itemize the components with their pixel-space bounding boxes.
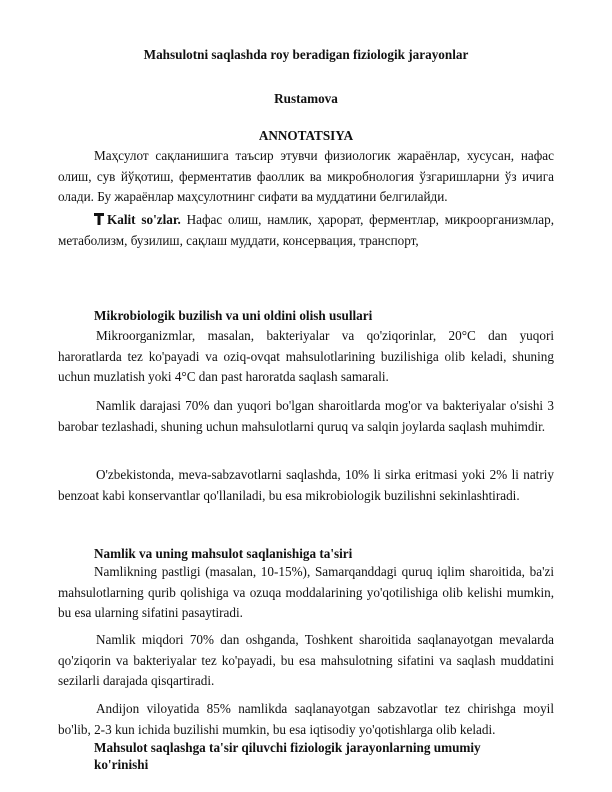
keywords-label: Kalit so'zlar. — [107, 212, 181, 227]
keywords-text: Нафас олиш, намлик, ҳарорат, ферментлар, микроорганизмлар, метаболизм, бузилиш, сақлаш муддати, консервация, транспорт, — [58, 212, 555, 248]
pin-icon — [94, 213, 104, 225]
annotation-heading: ANNOTATSIYA — [258, 128, 354, 143]
section-paragraph: Namlik darajasi 70% dan yuqori bo'lgan sharoitlarda mog'or va bakteriyalar o'sishi 3 barobar tezlashadi, shuning uchun mahsulotlarni quruq va salqin joylarda saqlash muhimdir. — [58, 398, 554, 434]
section-paragraph: Namlikning pastligi (masalan, 10-15%), Samarqanddagi quruq iqlim sharoitida, ba'zi mahsulotlarning qurib qolishiga va ozuqa moddalarining yo'qotilishiga olib kelishi mumkin, bu esa ularning sifatini pasaytiradi. — [58, 564, 554, 620]
section-heading: Mikrobiologik buzilish va uni oldini olish usullari — [94, 308, 373, 323]
section-paragraph: Namlik miqdori 70% dan oshganda, Toshkent sharoitida saqlanayotgan mevalarda qo'ziqorin va bakteriyalar tez ko'payadi, bu esa mahsulotning sifatini va saqlash muddatini sezilarli darajada qisqartiradi. — [58, 632, 554, 688]
section-paragraph: O'zbekistonda, meva-sabzavotlarni saqlashda, 10% li sirka eritmasi yoki 2% li natriy benzoat kabi konservantlar qo'llaniladi, bu esa mikrobiologik buzilishni sekinlashtiradi. — [58, 467, 554, 503]
section-heading: Namlik va uning mahsulot saqlanishiga ta'siri — [94, 546, 353, 561]
author-name: Rustamova — [274, 91, 338, 106]
section-paragraph: Mikroorganizmlar, masalan, bakteriyalar va qo'ziqorinlar, 20°C dan yuqori haroratlarda tez ko'payadi va oziq-ovqat mahsulotlarining buzilishiga olib keladi, shuning uchun muzlatish yoki 4°C dan past haroratda saqlash samarali. — [58, 328, 554, 384]
section-paragraph: Andijon viloyatida 85% namlikda saqlanayotgan sabzavotlar tez chirishga moyil bo'lib, 2-3 kun ichida buzilishi mumkin, bu esa iqtisodiy yo'qotishlarga olib keladi. — [58, 701, 554, 737]
annotation-text: Маҳсулот сақланишига таъсир этувчи физиологик жараёнлар, хусусан, нафас олиш, сув йўқотиш, ферментатив фаоллик ва микробнология ўзгаришларни ўз ичига олади. Бу жараёнлар маҳсулотнинг сифати ва муддатини белгилайди. — [58, 148, 554, 204]
document-title: Mahsulotni saqlashda roy beradigan fiziologik jarayonlar — [143, 47, 469, 62]
keywords-block — [58, 210, 554, 251]
section-heading: Mahsulot saqlashga ta'sir qiluvchi fiziologik jarayonlarning umumiy ko'rinishi — [94, 740, 481, 772]
